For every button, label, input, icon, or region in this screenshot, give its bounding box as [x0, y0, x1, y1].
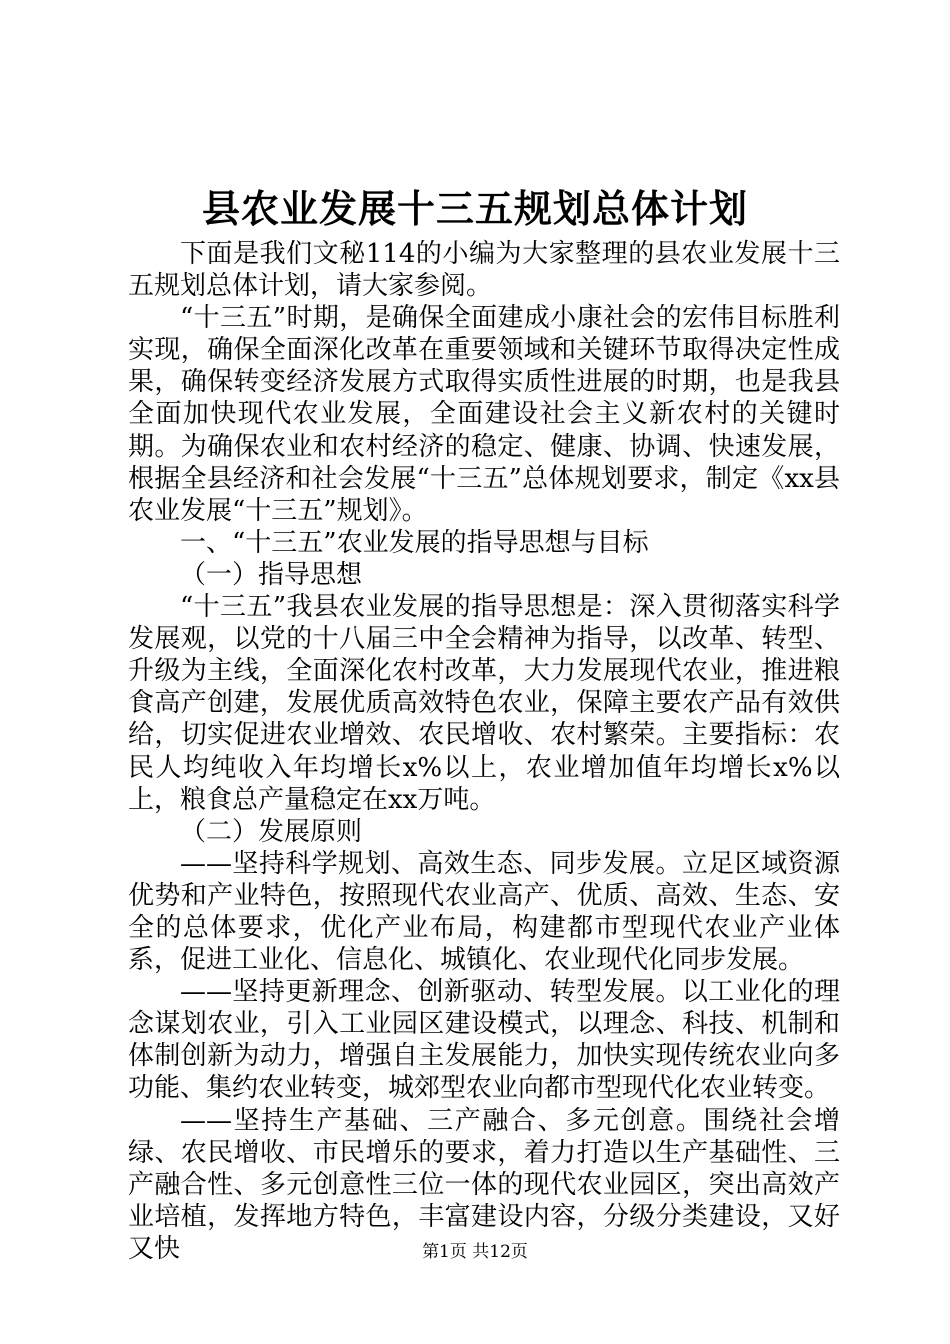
paragraph-principle-2: ——坚持更新理念、创新驱动、转型发展。以工业化的理念谋划农业，引入工业园区建设模式，以理念、科技、机制和体制创新为动力，增强自主发展能力，加快实现传统农业向多功能、集约农业转变，城郊型农业向都市型现代化农业转变。 — [128, 977, 840, 1104]
document-title: 县农业发展十三五规划总体计划 — [201, 186, 748, 231]
section-heading-1: 一、“十三五”农业发展的指导思想与目标 — [180, 527, 649, 558]
page-number-footer: 第1页 共12页 — [422, 1242, 528, 1262]
subsection-heading-1: （一）指导思想 — [180, 559, 363, 590]
document-body — [128, 238, 840, 1265]
paragraph-principle-3: ——坚持生产基础、三产融合、多元创意。围绕社会增绿、农民增收、市民增乐的要求，着力打造以生产基础性、三产融合性、多元创意性三位一体的现代农业园区，突出高效产业培植，发挥地方特色，丰富建设内容，分级分类建设，又好又快 — [128, 1105, 840, 1264]
paragraph-guiding-ideology: “十三五”我县农业发展的指导思想是：深入贯彻落实科学发展观，以党的十八届三中全会精神为指导，以改革、转型、升级为主线，全面深化农村改革，大力发展现代农业，推进粮食高产创建，发展优质高效特色农业，保障主要农产品有效供给，切实促进农业增效、农民增收、农村繁荣。主要指标：农民人均纯收入年均增长x%以上，农业增加值年均增长x%以上，粮食总产量稳定在xx万吨。 — [128, 592, 840, 815]
paragraph-background: “十三五”时期，是确保全面建成小康社会的宏伟目标胜利实现，确保全面深化改革在重要领域和关键环节取得决定性成果，确保转变经济发展方式取得实质性进展的时期，也是我县全面加快现代农业发展，全面建设社会主义新农村的关键时期。为确保农业和农村经济的稳定、健康、协调、快速发展，根据全县经济和社会发展“十三五”总体规划要求，制定《xx县农业发展“十三五”规划》。 — [128, 303, 840, 526]
paragraph-principle-1: ——坚持科学规划、高效生态、同步发展。立足区域资源优势和产业特色，按照现代农业高产、优质、高效、生态、安全的总体要求，优化产业布局，构建都市型现代农业产业体系，促进工业化、信息化、城镇化、农业现代化同步发展。 — [128, 848, 840, 976]
subsection-heading-2: （二）发展原则 — [180, 816, 363, 847]
paragraph-intro: 下面是我们文秘114的小编为大家整理的县农业发展十三五规划总体计划，请大家参阅。 — [128, 239, 840, 302]
